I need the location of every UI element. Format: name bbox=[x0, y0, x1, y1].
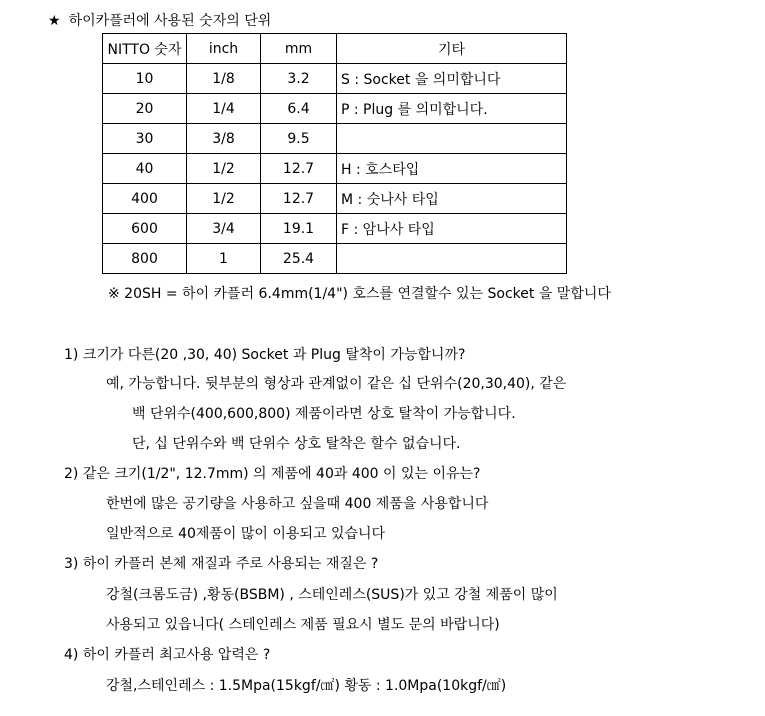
cell-inch: 3/4 bbox=[187, 214, 261, 244]
page-title bbox=[48, 10, 271, 30]
cell-etc bbox=[337, 244, 567, 274]
cell-inch: 1/2 bbox=[187, 184, 261, 214]
answer-2-line-2: 일반적으로 40제품이 많이 이용되고 있습니다 bbox=[106, 526, 386, 542]
cell-inch: 1/4 bbox=[187, 94, 261, 124]
cell-nitto: 10 bbox=[103, 64, 187, 94]
cell-nitto: 40 bbox=[103, 154, 187, 184]
answer-1-line-3: 단, 십 단위수와 백 단위수 상호 탈착은 할수 없습니다. bbox=[132, 436, 461, 452]
answer-1-line-2: 백 단위수(400,600,800) 제품이라면 상호 탈착이 가능합니다. bbox=[132, 406, 516, 422]
question-3: 3) 하이 카플러 본체 재질과 주로 사용되는 재질은 ? bbox=[64, 556, 379, 572]
answer-3-line-1: 강철(크롬도금) ,황동(BSBM) , 스테인레스(SUS)가 있고 강철 제품이 많이 bbox=[106, 587, 558, 603]
cell-mm: 12.7 bbox=[261, 184, 337, 214]
table-header-row bbox=[103, 34, 567, 64]
cell-etc: H : 호스타입 bbox=[337, 154, 567, 184]
star-icon: ★ bbox=[48, 13, 61, 29]
cell-etc: S : Socket 을 의미합니다 bbox=[337, 64, 567, 94]
cell-etc: P : Plug 를 의미합니다. bbox=[337, 94, 567, 124]
cell-mm: 19.1 bbox=[261, 214, 337, 244]
cell-mm: 12.7 bbox=[261, 154, 337, 184]
cell-mm: 6.4 bbox=[261, 94, 337, 124]
cell-inch: 1 bbox=[187, 244, 261, 274]
header-mm: mm bbox=[261, 34, 337, 64]
page-title-text: 하이카플러에 사용된 숫자의 단위 bbox=[68, 13, 272, 29]
cell-nitto: 20 bbox=[103, 94, 187, 124]
cell-nitto: 400 bbox=[103, 184, 187, 214]
table-row bbox=[103, 244, 567, 274]
cell-inch: 3/8 bbox=[187, 124, 261, 154]
cell-etc: F : 암나사 타입 bbox=[337, 214, 567, 244]
cell-nitto: 800 bbox=[103, 244, 187, 274]
cell-mm: 3.2 bbox=[261, 64, 337, 94]
table-row bbox=[103, 94, 567, 124]
table-row bbox=[103, 214, 567, 244]
header-nitto: NITTO 숫자 bbox=[103, 34, 187, 64]
table-row bbox=[103, 154, 567, 184]
answer-4-line-1: 강철,스테인레스 : 1.5Mpa(15kgf/㎠) 황동 : 1.0Mpa(10kgf/㎠) bbox=[106, 678, 507, 694]
cell-inch: 1/2 bbox=[187, 154, 261, 184]
question-2: 2) 같은 크기(1/2", 12.7mm) 의 제품에 40과 400 이 있는 이유는? bbox=[64, 466, 481, 482]
table-footnote: ※ 20SH = 하이 카플러 6.4mm(1/4") 호스를 연결할수 있는 Socket 을 말합니다 bbox=[108, 286, 611, 302]
header-inch: inch bbox=[187, 34, 261, 64]
cell-inch: 1/8 bbox=[187, 64, 261, 94]
question-1: 1) 크기가 다른(20 ,30, 40) Socket 과 Plug 탈착이 가능합니까? bbox=[64, 347, 466, 363]
cell-etc bbox=[337, 124, 567, 154]
answer-1-line-1: 예, 가능합니다. 뒷부분의 형상과 관계없이 같은 십 단위수(20,30,40), 같은 bbox=[106, 376, 567, 392]
table-row bbox=[103, 124, 567, 154]
cell-mm: 25.4 bbox=[261, 244, 337, 274]
question-4: 4) 하이 카플러 최고사용 압력은 ? bbox=[64, 647, 271, 663]
header-etc: 기타 bbox=[337, 34, 567, 64]
cell-etc: M : 숫나사 타입 bbox=[337, 184, 567, 214]
cell-nitto: 600 bbox=[103, 214, 187, 244]
table-row bbox=[103, 64, 567, 94]
cell-mm: 9.5 bbox=[261, 124, 337, 154]
table-row bbox=[103, 184, 567, 214]
answer-2-line-1: 한번에 많은 공기량을 사용하고 싶을때 400 제품을 사용합니다 bbox=[106, 496, 489, 512]
unit-table bbox=[102, 33, 567, 274]
answer-3-line-2: 사용되고 있읍니다( 스테인레스 제품 필요시 별도 문의 바랍니다) bbox=[106, 617, 500, 633]
cell-nitto: 30 bbox=[103, 124, 187, 154]
